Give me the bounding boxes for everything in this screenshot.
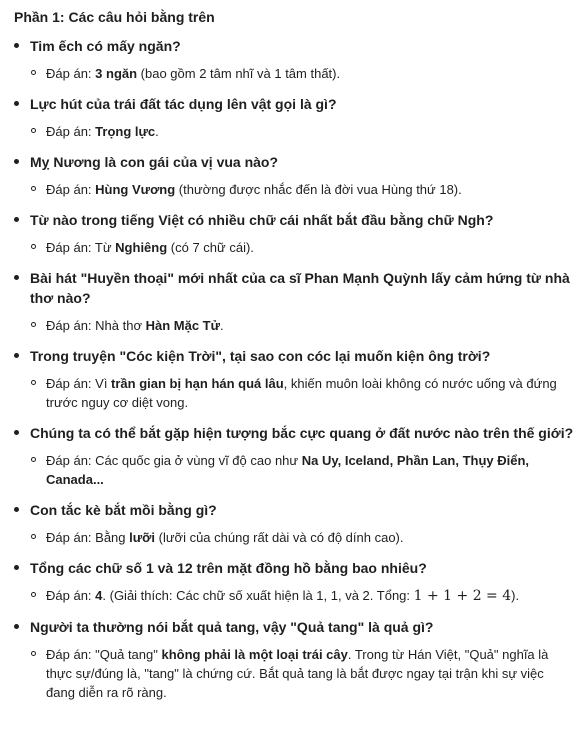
answer-segment: Đáp án: bbox=[46, 182, 96, 197]
answer-segment: ). bbox=[511, 588, 520, 603]
answer-segment: Đáp án: bbox=[46, 588, 96, 603]
answer-segment: . bbox=[220, 318, 224, 333]
answer-highlight: Na Uy, Iceland, Phần Lan, Thụy Điển, Canada... bbox=[46, 453, 530, 487]
answer-segment: Đáp án: bbox=[46, 124, 96, 139]
question-item bbox=[14, 94, 574, 141]
question-list bbox=[14, 36, 574, 702]
bullet-icon bbox=[14, 43, 19, 48]
question-text: Từ nào trong tiếng Việt có nhiều chữ cái nhất bắt đầu bằng chữ Ngh? bbox=[30, 212, 494, 228]
answer-text bbox=[30, 528, 574, 547]
question-text: Chúng ta có thể bắt gặp hiện tượng bắc cực quang ở đất nước nào trên thế giới? bbox=[30, 425, 574, 441]
answer-segment: (bao gồm 2 tâm nhĩ và 1 tâm thất). bbox=[137, 66, 341, 81]
sub-bullet-icon bbox=[31, 651, 36, 656]
bullet-icon bbox=[14, 353, 19, 358]
question-text: Trong truyện "Cóc kiện Trời", tại sao con cóc lại muốn kiện ông trời? bbox=[30, 348, 491, 364]
answer-text bbox=[30, 316, 574, 335]
answer-segment: Đáp án: bbox=[46, 66, 96, 81]
answer-text bbox=[30, 451, 574, 489]
answer-text bbox=[30, 238, 574, 257]
answer-segment: Đáp án: Các quốc gia ở vùng vĩ độ cao như bbox=[46, 453, 302, 468]
question-text: Mỵ Nương là con gái của vị vua nào? bbox=[30, 154, 279, 170]
sub-bullet-icon bbox=[31, 244, 36, 249]
bullet-icon bbox=[14, 624, 19, 629]
bullet-icon bbox=[14, 275, 19, 280]
answer-segment: . Trong từ Hán Việt, "Quả" nghĩa là thực sự/đúng là, "tang" là chứng cứ. Bắt quả tang là bắt được ngay tại trận khi sự việc đang diễn ra rõ ràng. bbox=[46, 647, 549, 700]
question-text: Tổng các chữ số 1 và 12 trên mặt đồng hồ bằng bao nhiêu? bbox=[30, 560, 427, 576]
bullet-icon bbox=[14, 507, 19, 512]
bullet-icon bbox=[14, 217, 19, 222]
answer-text bbox=[30, 64, 574, 83]
sub-bullet-icon bbox=[31, 380, 36, 385]
answer-text bbox=[30, 586, 574, 606]
answer-text bbox=[30, 180, 574, 199]
answer-text bbox=[30, 645, 574, 702]
question-text: Người ta thường nói bắt quả tang, vậy "Quả tang" là quả gì? bbox=[30, 619, 434, 635]
sub-bullet-icon bbox=[31, 128, 36, 133]
answer-text bbox=[30, 122, 574, 141]
question-item bbox=[14, 558, 574, 606]
answer-highlight: Trọng lực bbox=[95, 124, 156, 139]
question-item bbox=[14, 152, 574, 199]
answer-segment: . (Giải thích: Các chữ số xuất hiện là 1, 1, và 2. Tổng: bbox=[102, 588, 414, 603]
answer-highlight: không phải là một loại trái cây bbox=[161, 647, 348, 662]
sub-bullet-icon bbox=[31, 592, 36, 597]
sub-bullet-icon bbox=[31, 70, 36, 75]
answer-highlight: Nghiêng bbox=[115, 240, 168, 255]
question-item bbox=[14, 617, 574, 702]
question-item bbox=[14, 423, 574, 489]
answer-highlight: Hàn Mặc Tử bbox=[145, 318, 221, 333]
sub-bullet-icon bbox=[31, 534, 36, 539]
bullet-icon bbox=[14, 565, 19, 570]
bullet-icon bbox=[14, 101, 19, 106]
question-item bbox=[14, 346, 574, 412]
answer-highlight: 4 bbox=[95, 588, 103, 603]
sub-bullet-icon bbox=[31, 186, 36, 191]
sub-bullet-icon bbox=[31, 457, 36, 462]
bullet-icon bbox=[14, 430, 19, 435]
answer-segment: . bbox=[155, 124, 159, 139]
question-item bbox=[14, 500, 574, 547]
answer-text bbox=[30, 374, 574, 412]
answer-segment: (lưỡi của chúng rất dài và có độ dính cao). bbox=[155, 530, 404, 545]
section-title: Phần 1: Các câu hỏi bằng trên bbox=[14, 9, 215, 25]
math-expression: 1 + 1 + 2 = 4 bbox=[413, 588, 512, 604]
question-text: Tim ếch có mấy ngăn? bbox=[30, 38, 181, 54]
question-text: Bài hát "Huyền thoại" mới nhất của ca sĩ Phan Mạnh Quỳnh lấy cảm hứng từ nhà thơ nào? bbox=[30, 270, 570, 306]
question-text: Con tắc kè bắt mồi bằng gì? bbox=[30, 502, 217, 518]
sub-bullet-icon bbox=[31, 322, 36, 327]
answer-highlight: Hùng Vương bbox=[95, 182, 176, 197]
answer-segment: (thường được nhắc đến là đời vua Hùng thứ 18). bbox=[175, 182, 462, 197]
answer-segment: Đáp án: Vì bbox=[46, 376, 112, 391]
answer-highlight: trần gian bị hạn hán quá lâu bbox=[111, 376, 284, 391]
question-item bbox=[14, 36, 574, 83]
question-item bbox=[14, 268, 574, 335]
question-text: Lực hút của trái đất tác dụng lên vật gọi là gì? bbox=[30, 96, 337, 112]
answer-segment: Đáp án: Từ bbox=[46, 240, 116, 255]
answer-highlight: 3 ngăn bbox=[95, 66, 138, 81]
answer-highlight: lưỡi bbox=[129, 530, 156, 545]
answer-segment: Đáp án: Nhà thơ bbox=[46, 318, 146, 333]
answer-segment: Đáp án: Bằng bbox=[46, 530, 130, 545]
answer-segment: (có 7 chữ cái). bbox=[167, 240, 254, 255]
answer-segment: Đáp án: "Quả tang" bbox=[46, 647, 162, 662]
bullet-icon bbox=[14, 159, 19, 164]
answer-segment: , khiến muôn loài không có nước uống và đứng trước nguy cơ diệt vong. bbox=[46, 376, 557, 410]
question-item bbox=[14, 210, 574, 257]
